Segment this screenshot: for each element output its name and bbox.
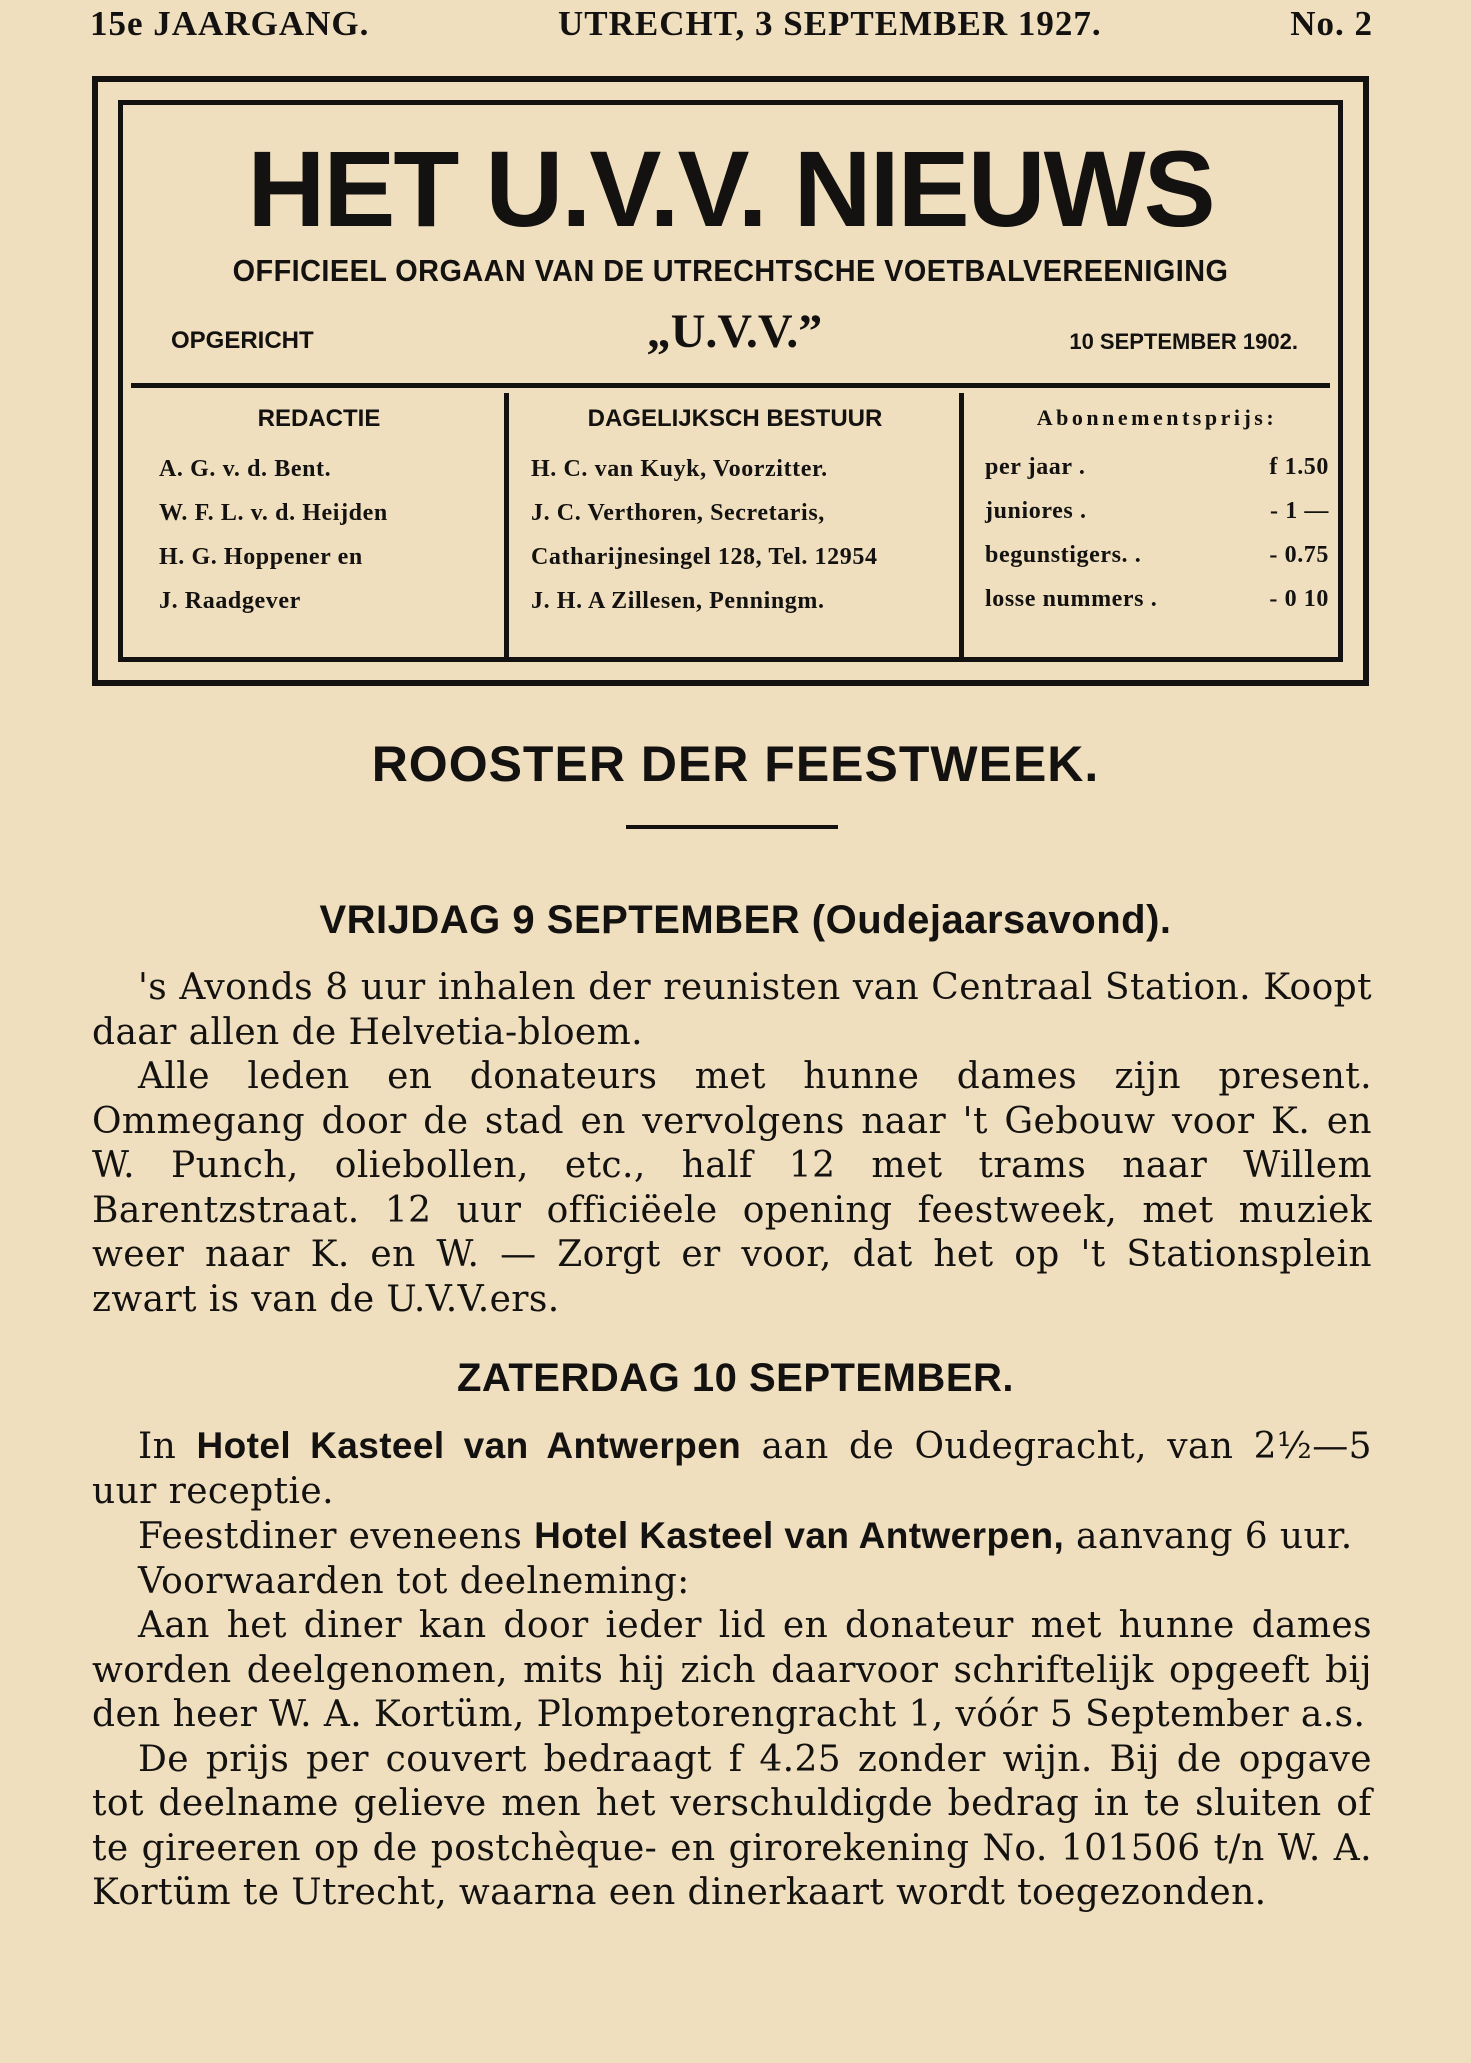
price-label: juniores . <box>985 498 1087 524</box>
redactie-member: A. G. v. d. Bent. <box>159 456 332 482</box>
day2-heading: ZATERDAG 10 SEPTEMBER. <box>457 1356 1014 1400</box>
day1-paragraph: 's Avonds 8 uur inhalen der reunisten van Centraal Station. Koopt daar allen de Helvetia-bloem. <box>92 967 1372 1053</box>
issue-header <box>90 2 1373 46</box>
club-name: „U.V.V.” <box>646 305 823 358</box>
bestuur-line: Catharijnesingel 128, Tel. 12954 <box>531 544 878 570</box>
column-divider <box>959 393 964 657</box>
venue-name: Hotel Kasteel van Antwerpen, <box>534 1515 1065 1556</box>
bestuur-line: H. C. van Kuyk, Voorzitter. <box>531 456 828 482</box>
price-row <box>985 445 1329 489</box>
masthead-frame <box>118 100 1343 662</box>
masthead-divider <box>131 383 1330 388</box>
text-run: Feestdiner eveneens <box>138 1516 535 1557</box>
abonnement-heading: Abonnementsprijs: <box>1036 405 1278 430</box>
price-value: - 1 — <box>1270 498 1329 524</box>
founded-label: OPGERICHT <box>171 327 314 354</box>
price-value: f 1.50 <box>1269 454 1329 480</box>
text-run: In <box>138 1426 197 1467</box>
newspaper-subtitle: OFFICIEEL ORGAAN VAN DE UTRECHTSCHE VOETBALVEREENIGING <box>232 253 1229 288</box>
price-label: losse nummers . <box>985 586 1158 612</box>
redactie-column <box>159 405 479 623</box>
masthead <box>92 76 1369 686</box>
day2-paragraph: Aan het diner kan door ieder lid en donateur met hunne dames worden deelgenomen, mits hij zich daarvoor schriftelijk opgeeft bij den heer W. A. Kortüm, Plompetorengracht 1, vóór 5 September a.s. <box>92 1605 1372 1735</box>
price-label: begunstigers. . <box>985 542 1142 568</box>
price-row <box>985 533 1329 577</box>
price-row <box>985 577 1329 621</box>
text-run: aanvang 6 uur. <box>1064 1516 1353 1557</box>
day1-heading: VRIJDAG 9 SEPTEMBER (Oudejaarsavond). <box>319 898 1172 942</box>
day2-paragraph <box>92 1424 1372 1514</box>
founded-date: 10 SEPTEMBER 1902. <box>1069 329 1298 354</box>
place-date: UTRECHT, 3 SEPTEMBER 1927. <box>557 4 1102 43</box>
price-value: - 0.75 <box>1269 542 1329 568</box>
day2-paragraph: De prijs per couvert bedraagt f 4.25 zonder wijn. Bij de opgave tot deelname gelieve men het verschuldigde bedrag in te sluiten of te gireeren op de postchèque- en girorekening No. 101506 t/n W. A. Kortüm te Utrecht, waarna een dinerkaart wordt toegezonden. <box>92 1738 1372 1913</box>
title-rule <box>626 825 838 829</box>
founded-row <box>171 303 1298 358</box>
bestuur-column <box>531 405 939 623</box>
newspaper-title: HET U.V.V. NIEUWS <box>247 128 1214 249</box>
bestuur-heading: DAGELIJKSCH BESTUUR <box>587 405 883 432</box>
day1-body <box>92 966 1372 1322</box>
bestuur-line: J. C. Verthoren, Secretaris, <box>531 500 825 526</box>
article-title: ROOSTER DER FEESTWEEK. <box>371 736 1100 792</box>
issue-number: No. 2 <box>1290 4 1373 43</box>
redactie-member: J. Raadgever <box>159 588 301 614</box>
price-label: per jaar . <box>985 454 1086 480</box>
day1-paragraph: Alle leden en donateurs met hunne dames zijn present. Ommegang door de stad en vervolgens naar 't Gebouw voor K. en W. Punch, oliebollen, etc., half 12 met trams naar Willem Barentzstraat. 12 uur officiëele opening feestweek, met muziek weer naar K. en W. — Zorgt er voor, dat het op 't Stationsplein zwart is van de U.V.V.ers. <box>92 1056 1372 1320</box>
day2-paragraph <box>92 1514 1372 1560</box>
column-divider <box>504 393 509 657</box>
volume-label: 15e JAARGANG. <box>90 4 370 43</box>
day2-paragraph: Voorwaarden tot deelneming: <box>138 1560 690 1602</box>
price-value: - 0 10 <box>1269 586 1329 612</box>
price-row <box>985 489 1329 533</box>
bestuur-line: J. H. A Zillesen, Penningm. <box>531 588 825 614</box>
redactie-member: W. F. L. v. d. Heijden <box>159 500 388 526</box>
redactie-heading: REDACTIE <box>257 405 381 432</box>
redactie-member: H. G. Hoppener en <box>159 544 363 570</box>
day2-body <box>92 1424 1372 1916</box>
text-run: aan de Oudegracht, van 2½—5 uur receptie. <box>92 1426 1372 1512</box>
venue-name: Hotel Kasteel van Antwerpen <box>196 1425 742 1466</box>
abonnement-column <box>985 405 1329 621</box>
